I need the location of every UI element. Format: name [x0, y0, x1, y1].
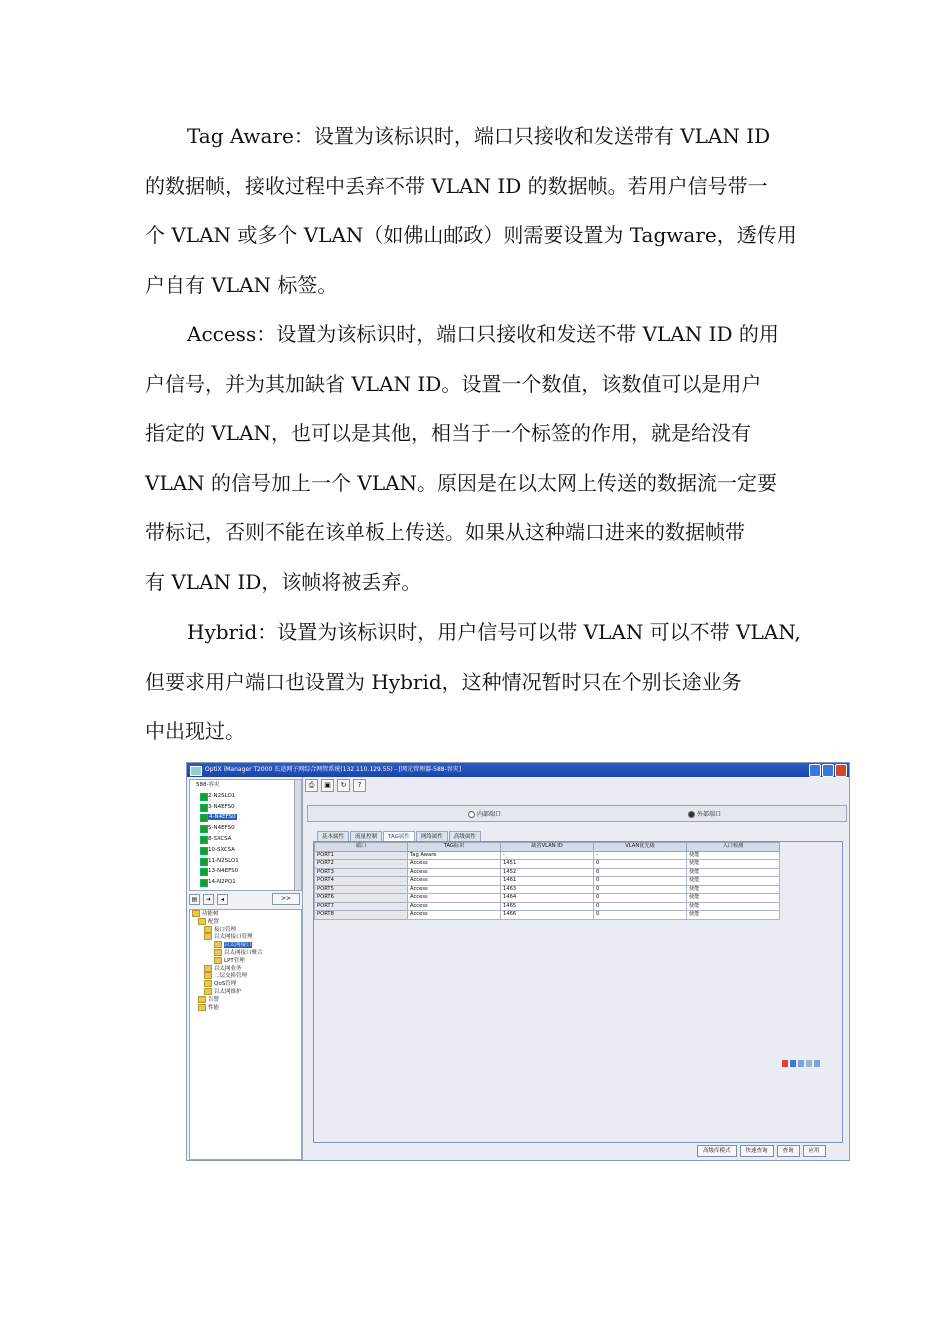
more-button[interactable]: >>: [272, 893, 300, 905]
apply-button[interactable]: 应用: [803, 1145, 826, 1157]
folder-icon: [204, 972, 212, 979]
query-button[interactable]: 查询: [777, 1145, 800, 1157]
text-line: Access：设置为该标识时，端口只接收和发送不带 VLAN ID 的用: [187, 322, 779, 346]
folder-icon: [204, 933, 212, 940]
ime-icon[interactable]: [806, 1060, 812, 1067]
text-line: 个 VLAN 或多个 VLAN（如佛山邮政）则需要设置为 Tagware，透传用: [145, 223, 797, 248]
tree-item[interactable]: 以太网接口: [190, 941, 301, 949]
ime-icon[interactable]: [782, 1060, 788, 1067]
list-item[interactable]: 11-N2SLO1: [190, 856, 295, 867]
text-line: Tag Aware：设置为该标识时，端口只接收和发送带有 VLAN ID: [187, 124, 771, 148]
main-pane: [303, 777, 849, 1160]
tree-item[interactable]: QoS管理: [190, 980, 301, 988]
function-icon: [214, 949, 222, 956]
list-item[interactable]: 8-SXCSA: [190, 834, 295, 845]
print-icon[interactable]: ⎙: [305, 779, 318, 792]
table-row[interactable]: PORT3 Access 1452 0 使能: [315, 868, 780, 877]
tree-item[interactable]: LPT管理: [190, 957, 301, 965]
table-row[interactable]: PORT1 Tag Aware - - 使能: [315, 851, 780, 860]
ime-icon[interactable]: [790, 1060, 796, 1067]
column-header[interactable]: 端口: [315, 843, 408, 852]
folder-icon: [204, 988, 212, 995]
app-icon: [190, 766, 202, 776]
window-title: OptiX iManager T2000 长途网子网综合网管系统(132.110.129.55) - [网元管理器-588-容灾]: [205, 766, 462, 773]
text-line: 中出现过。: [145, 719, 245, 744]
close-icon[interactable]: [835, 764, 847, 777]
refresh-icon[interactable]: ↻: [337, 779, 350, 792]
window-icon[interactable]: ▣: [321, 779, 334, 792]
ne-list-root[interactable]: 588-容灾: [196, 782, 220, 788]
function-icon: [214, 941, 222, 948]
advanced-mode-button[interactable]: 高级库模式: [697, 1145, 737, 1157]
paragraph-1: [145, 112, 810, 310]
folder-icon: [204, 926, 212, 933]
action-bar: [697, 1145, 826, 1157]
text-line: 户自有 VLAN 标签。: [145, 272, 338, 297]
tree-item[interactable]: 以太网接口聚合: [190, 949, 301, 957]
tab-tag[interactable]: TAG属性: [383, 831, 415, 842]
tree-item[interactable]: 功能树: [190, 910, 301, 918]
text-line: 带标记，否则不能在该单板上传送。如果从这种端口进来的数据帧带: [145, 520, 745, 545]
tree-item[interactable]: 以太网维护: [190, 988, 301, 996]
text-line: 指定的 VLAN，也可以是其他，相当于一个标签的作用，就是给没有: [145, 421, 752, 446]
forward-icon[interactable]: ➜: [203, 894, 214, 905]
paragraph-3: [145, 608, 810, 757]
list-item[interactable]: 13-N4EFS0: [190, 866, 295, 877]
text-line: VLAN 的信号加上一个 VLAN。原因是在以太网上传送的数据流一定要: [145, 470, 778, 495]
left-pane: [187, 777, 303, 1160]
tree-item[interactable]: 配置: [190, 918, 301, 926]
text-line: 的数据帧，接收过程中丢弃不带 VLAN ID 的数据帧。若用户信号带一: [145, 173, 768, 198]
radio-external-port[interactable]: 外部端口: [688, 809, 721, 818]
tree-item[interactable]: 性能: [190, 1004, 301, 1012]
restore-icon[interactable]: [822, 764, 834, 777]
window-titlebar: [187, 763, 849, 777]
board-icon: [200, 825, 208, 833]
list-item[interactable]: 14-N2PQ1: [190, 877, 295, 888]
table-row[interactable]: PORT5 Access 1463 0 使能: [315, 885, 780, 894]
radio-icon: [468, 811, 475, 818]
minimize-icon[interactable]: [809, 764, 821, 777]
tab-network[interactable]: 网络属性: [416, 831, 448, 842]
column-header[interactable]: VLAN优先级: [594, 843, 687, 852]
column-header[interactable]: TAG标识: [408, 843, 501, 852]
ne-list: [189, 779, 296, 891]
text-line: 有 VLAN ID，该帧将被丢弃。: [145, 569, 422, 594]
folder-icon: [198, 1004, 206, 1011]
function-icon: [214, 957, 222, 964]
text-line: Hybrid：设置为该标识时，用户信号可以带 VLAN 可以不带 VLAN,: [187, 620, 801, 644]
tree-item[interactable]: 接口管理: [190, 926, 301, 934]
column-header[interactable]: 缺省VLAN ID: [501, 843, 594, 852]
left-toolbar: [189, 893, 300, 905]
tree-item[interactable]: 以太网业务: [190, 965, 301, 973]
board-icon: [200, 793, 208, 801]
embedded-screenshot: [186, 762, 850, 1161]
list-item[interactable]: 5-N4EFS0: [190, 823, 295, 834]
table-row[interactable]: PORT2 Access 1451 0 使能: [315, 860, 780, 869]
paragraph-2: [145, 310, 810, 608]
port-type-selector: [307, 805, 847, 822]
radio-selected-icon: [688, 811, 695, 818]
ime-icon[interactable]: [798, 1060, 804, 1067]
tag-properties-panel: [313, 841, 843, 1143]
text-line: 但要求用户端口也设置为 Hybrid，这种情况暂时只在个别长途业务: [145, 669, 742, 694]
radio-internal-port[interactable]: 内部端口: [468, 809, 501, 818]
function-tree: [189, 909, 302, 1160]
port-table: [314, 842, 780, 920]
board-icon: [200, 804, 208, 812]
table-row[interactable]: PORT7 Access 1465 0 使能: [315, 902, 780, 911]
list-item[interactable]: 10-SXCSA: [190, 845, 295, 856]
folder-icon: [198, 918, 206, 925]
text-line: 户信号，并为其加缺省 VLAN ID。设置一个数值，该数值可以是用户: [145, 371, 762, 396]
board-icon: [200, 836, 208, 844]
tree-item[interactable]: 告警: [190, 996, 301, 1004]
folder-icon: [192, 910, 200, 917]
table-row[interactable]: PORT4 Access 1461 0 使能: [315, 877, 780, 886]
back-icon[interactable]: ◂: [217, 894, 228, 905]
tab-flow-control[interactable]: 流量控制: [350, 831, 382, 842]
board-icon: [200, 814, 208, 822]
ime-icon[interactable]: [814, 1060, 820, 1067]
quick-query-button[interactable]: 快速查询: [740, 1145, 774, 1157]
tree-item[interactable]: 二层交换管理: [190, 972, 301, 980]
tab-basic[interactable]: 基本属性: [317, 831, 349, 842]
folder-icon: [204, 980, 212, 987]
list-item[interactable]: 4-N4EFS0: [190, 812, 295, 823]
list-item[interactable]: 2-N2SLO1: [190, 791, 295, 802]
table-row[interactable]: PORT8 Access 1466 0 使能: [315, 911, 780, 920]
list-item[interactable]: 3-N4EFS0: [190, 802, 295, 813]
board-icon: [200, 868, 208, 876]
folder-icon: [204, 965, 212, 972]
input-method-tray: [782, 1060, 820, 1067]
board-icon: [200, 879, 208, 887]
help-icon[interactable]: ?: [353, 779, 366, 792]
main-toolbar: [305, 779, 366, 792]
tab-advanced[interactable]: 高级属性: [449, 831, 481, 842]
column-header[interactable]: 入口检测: [687, 843, 780, 852]
board-icon: [200, 847, 208, 855]
board-icon: [200, 858, 208, 866]
folder-icon: [198, 996, 206, 1003]
tree-item[interactable]: 以太网接口管理: [190, 933, 301, 941]
save-icon[interactable]: ▤: [189, 894, 200, 905]
table-row[interactable]: PORT6 Access 1464 0 使能: [315, 894, 780, 903]
ne-list-scrollbar[interactable]: [294, 779, 302, 891]
